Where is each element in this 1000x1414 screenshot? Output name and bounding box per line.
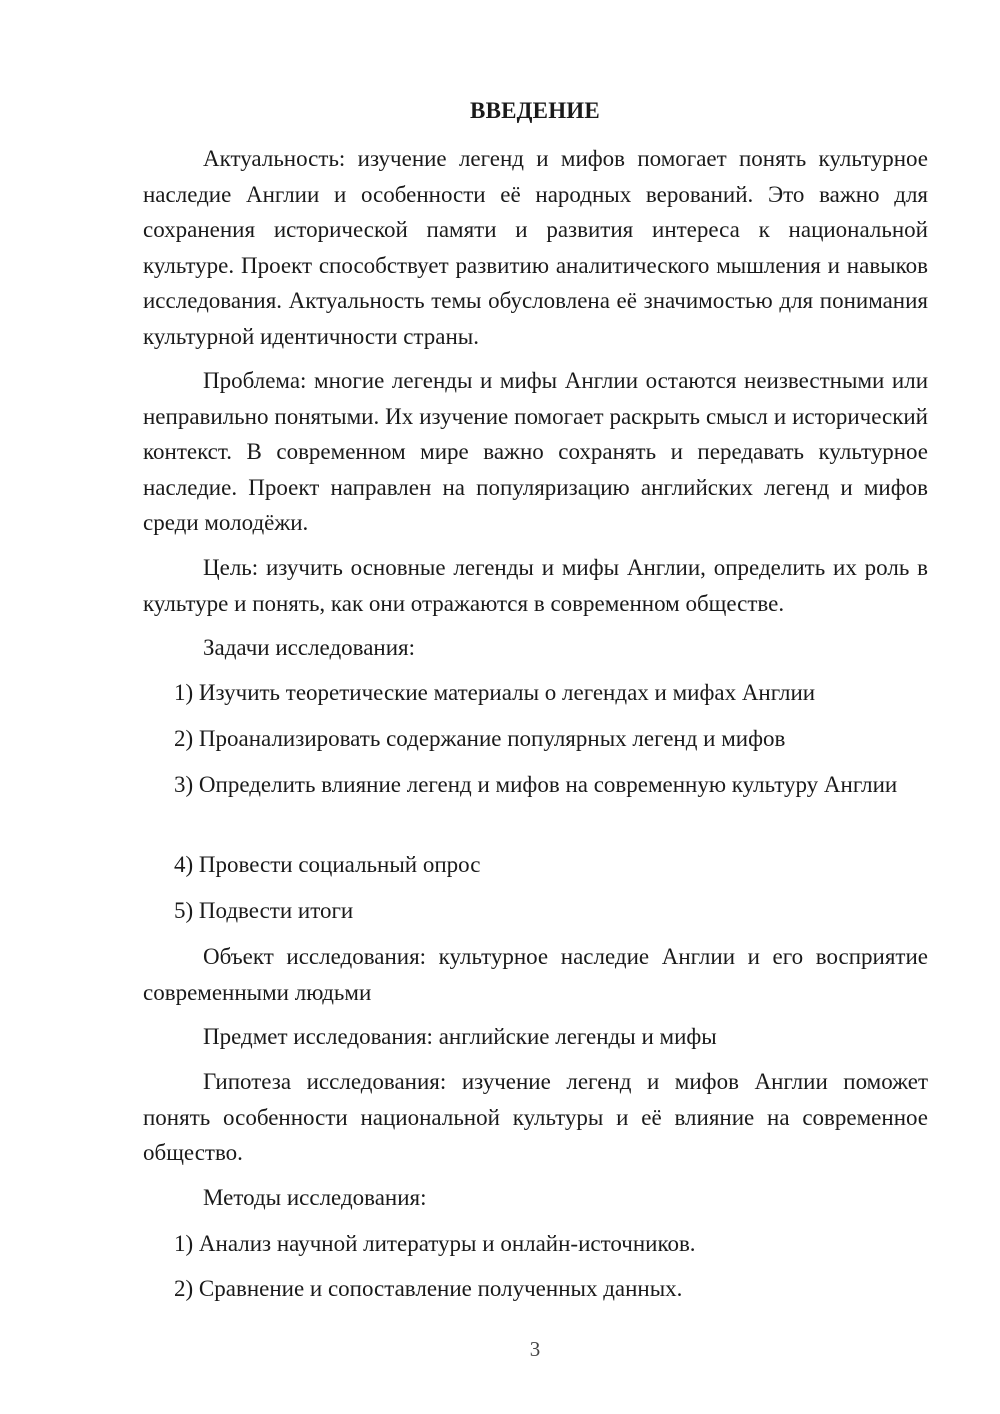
subject-paragraph: Предмет исследования: английские легенды и мифы bbox=[203, 1024, 717, 1049]
goal-paragraph: Цель: изучить основные легенды и мифы Англии, определить их роль в культуре и понять, как они отражаются в современном обществе. bbox=[143, 555, 928, 616]
object-paragraph: Объект исследования: культурное наследие Англии и его восприятие современными людьми bbox=[143, 944, 928, 1005]
hypothesis-paragraph: Гипотеза исследования: изучение легенд и мифов Англии поможет понять особенности национальной культуры и её влияние на современное общество. bbox=[143, 1069, 928, 1165]
section-heading: ВВЕДЕНИЕ bbox=[470, 98, 600, 123]
method-list-item: 1) Анализ научной литературы и онлайн-источников. bbox=[174, 1231, 696, 1256]
method-list-item: 2) Сравнение и сопоставление полученных данных. bbox=[174, 1276, 683, 1301]
tasks-title: Задачи исследования: bbox=[203, 635, 416, 660]
task-list-item: 4) Провести социальный опрос bbox=[174, 852, 481, 877]
task-list-item: 5) Подвести итоги bbox=[174, 898, 354, 923]
task-list-item: 3) Определить влияние легенд и мифов на современную культуру Англии bbox=[174, 772, 898, 797]
relevance-paragraph: Актуальность: изучение легенд и мифов помогает понять культурное наследие Англии и особенности её народных верований. Это важно для сохранения исторической памяти и развития интереса к национальной культуре. Проект способствует развитию аналитического мышления и навыков исследования. Актуальность темы обусловлена её значимостью для понимания культурной идентичности страны. bbox=[143, 146, 928, 349]
methods-title: Методы исследования: bbox=[203, 1185, 427, 1210]
task-list-item: 2) Проанализировать содержание популярных легенд и мифов bbox=[174, 726, 786, 751]
task-list-item: 1) Изучить теоретические материалы о легендах и мифах Англии bbox=[174, 680, 816, 705]
page-number: 3 bbox=[529, 1337, 541, 1361]
problem-paragraph: Проблема: многие легенды и мифы Англии остаются неизвестными или неправильно понятыми. Их изучение помогает раскрыть смысл и исторический контекст. В современном мире важно сохранять и передавать культурное наследие. Проект направлен на популяризацию английских легенд и мифов среди молодёжи. bbox=[143, 368, 928, 535]
